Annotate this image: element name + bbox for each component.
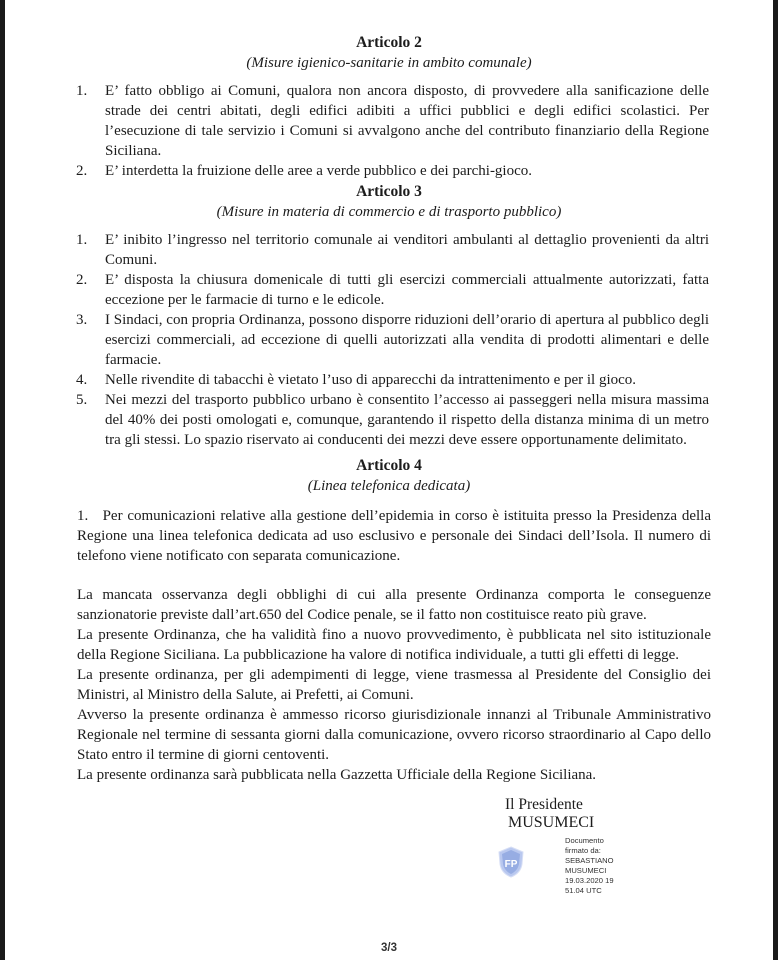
seal-text: FP <box>504 859 518 870</box>
item-number: 2. <box>76 163 88 179</box>
article-2-list <box>49 81 709 181</box>
article-4-subtitle: (Linea telefonica dedicata) <box>307 478 471 494</box>
item-text: Nei mezzi del trasporto pubblico urbano è consentito l’accesso ai passeggeri nella misura massima del 40% dei posti omologati e, comunque, garantendo il rispetto della distanza minima di un metro tra gli stessi. Lo spazio riservato ai conducenti dei mezzi deve essere opportunamente delimitato. <box>105 392 709 448</box>
closing-paragraph: Avverso la presente ordinanza è ammesso ricorso giurisdizionale innanzi al Tribunale Amministrativo Regionale nel termine di sessanta giorni dalla comunicazione, ovvero ricorso straordinario al Capo dello Stato entro il termine di giorni centoventi. <box>77 707 711 763</box>
item-number: 1. <box>77 508 89 524</box>
list-item <box>49 270 709 310</box>
stamp-line: Documento <box>565 836 604 845</box>
item-text: E’ disposta la chiusura domenicale di tutti gli esercizi commerciali attualmente autorizzati, fatta eccezione per le farmacie di turno e le edicole. <box>105 272 709 308</box>
article-3-title: Articolo 3 <box>356 183 422 200</box>
list-item <box>49 161 709 181</box>
article-2-subtitle: (Misure igienico-sanitarie in ambito comunale) <box>246 55 532 71</box>
list-item <box>49 390 709 450</box>
item-number: 4. <box>76 372 88 388</box>
item-text: E’ interdetta la fruizione delle aree a verde pubblico e dei parchi-gioco. <box>105 163 533 179</box>
signature-role: Il Presidente <box>505 796 583 813</box>
digital-signature-stamp <box>565 836 614 896</box>
list-item <box>49 230 709 270</box>
item-number: 1. <box>76 232 88 248</box>
stamp-line: firmato da: <box>565 846 601 855</box>
signature-name: MUSUMECI <box>508 814 595 831</box>
item-number: 1. <box>76 83 88 99</box>
item-text: E’ inibito l’ingresso nel territorio comunale ai venditori ambulanti al dettaglio provenienti da altri Comuni. <box>105 232 709 268</box>
article-4-title: Articolo 4 <box>356 457 422 474</box>
stamp-line: 51.04 UTC <box>565 886 602 895</box>
item-text: I Sindaci, con propria Ordinanza, possono disporre riduzioni dell’orario di apertura al pubblico degli esercizi commerciali, ad eccezione di quelli autorizzati alla vendita di prodotti alimentari e delle farmacie. <box>105 312 709 368</box>
digital-signature-seal-icon <box>498 846 524 878</box>
item-text: E’ fatto obbligo ai Comuni, qualora non ancora disposto, di provvedere alla sanificazione delle strade dei centri abitati, degli edifici adibiti a uffici pubblici e degli edifici scolastici. Per l’esecuzione di tale servizio i Comuni si avvalgono anche del contributo finanziario della Regione Siciliana. <box>105 83 709 159</box>
stamp-line: MUSUMECI <box>565 866 607 875</box>
list-item <box>49 310 709 370</box>
closing-paragraph: La mancata osservanza degli obblighi di cui alla presente Ordinanza comporta le conseguenze sanzionatorie previste dall’art.650 del Codice penale, se il fatto non costituisce reato più grave. <box>77 587 711 623</box>
closing-paragraph: La presente ordinanza sarà pubblicata nella Gazzetta Ufficiale della Regione Siciliana. <box>77 767 597 783</box>
article-3-list <box>49 230 709 450</box>
item-text: Per comunicazioni relative alla gestione dell’epidemia in corso è istituita presso la Presidenza della Regione una linea telefonica dedicata ad uso esclusivo e personale dei Sindaci dell’Isola. Il numero di telefono viene notificato con separata comunicazione. <box>77 508 712 564</box>
item-number: 3. <box>76 312 88 328</box>
document-page <box>5 0 773 960</box>
item-text: Nelle rivendite di tabacchi è vietato l’uso di apparecchi da intrattenimento e per il gioco. <box>105 372 637 388</box>
article-2-title: Articolo 2 <box>356 34 422 51</box>
item-number: 2. <box>76 272 88 288</box>
closing-section <box>77 585 711 785</box>
closing-paragraph: La presente Ordinanza, che ha validità fino a nuovo provvedimento, è pubblicata nel sito istituzionale della Regione Siciliana. La pubblicazione ha valore di notifica individuale, a tutti gli effetti di legge. <box>77 627 711 663</box>
page-number: 3/3 <box>381 942 397 954</box>
list-item <box>49 370 709 390</box>
closing-paragraph: La presente ordinanza, per gli adempimenti di legge, viene trasmessa al Presidente del Consiglio dei Ministri, al Ministro della Salute, ai Prefetti, ai Comuni. <box>77 667 711 703</box>
stamp-line: SEBASTIANO <box>565 856 614 865</box>
item-number: 5. <box>76 392 88 408</box>
article-4-item <box>77 506 711 566</box>
stamp-line: 19.03.2020 19 <box>565 876 614 885</box>
article-3-subtitle: (Misure in materia di commercio e di trasporto pubblico) <box>216 204 562 220</box>
list-item <box>49 81 709 161</box>
